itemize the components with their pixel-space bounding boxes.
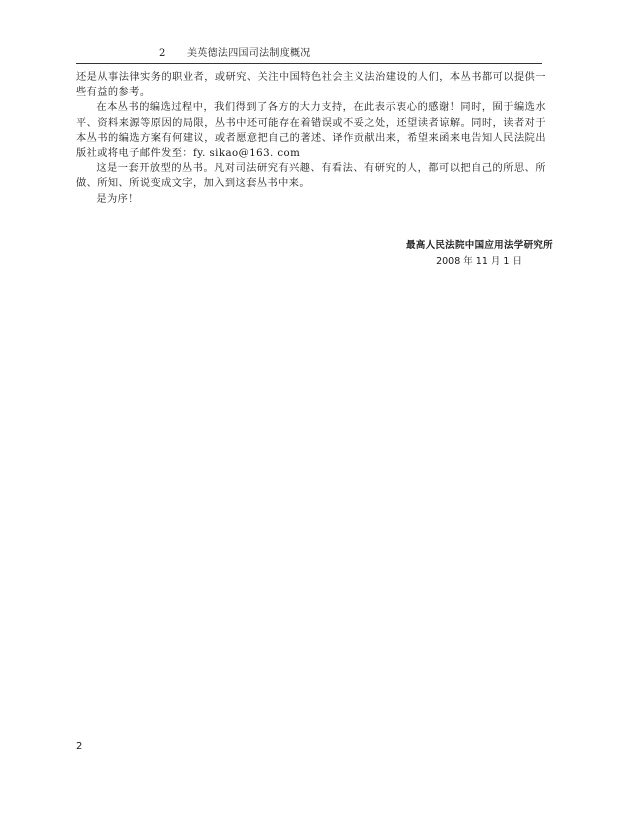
paragraph-continuation: 还是从事法律实务的职业者，或研究、关注中国特色社会主义法治建设的人们，本丛书都可以提供一些有益的参考。	[76, 72, 546, 99]
paragraph-closing: 是为序！	[96, 193, 139, 205]
signature-organization: 最高人民法院中国应用法学研究所	[405, 240, 553, 251]
footer-page-number: 2	[76, 741, 83, 752]
header-divider	[76, 63, 542, 64]
preface-body	[76, 70, 546, 207]
header-book-title: 美英德法四国司法制度概况	[187, 48, 311, 59]
running-header	[76, 47, 542, 63]
header-page-number: 2	[159, 48, 166, 59]
signature-block	[300, 238, 554, 270]
signature-date: 2008 年 11 月 1 日	[436, 256, 522, 267]
paragraph-open-series: 这是一套开放型的丛书。凡对司法研究有兴趣、有看法、有研究的人，都可以把自己的所思、所做、所知、所说变成文字，加入到这套丛书中来。	[76, 163, 546, 190]
paragraph-acknowledgement: 在本丛书的编选过程中，我们得到了各方的大力支持，在此表示衷心的感谢！同时，囿于编选水平、资料来源等原因的局限，丛书中还可能存在着错误或不妥之处，还望读者谅解。同时，读者对于本丛书的编选方案有何建议，或者愿意把自己的著述、译作贡献出来，希望来函来电告知人民法院出版社或将电子邮件发至：fy. sikao@163. com	[76, 102, 546, 160]
